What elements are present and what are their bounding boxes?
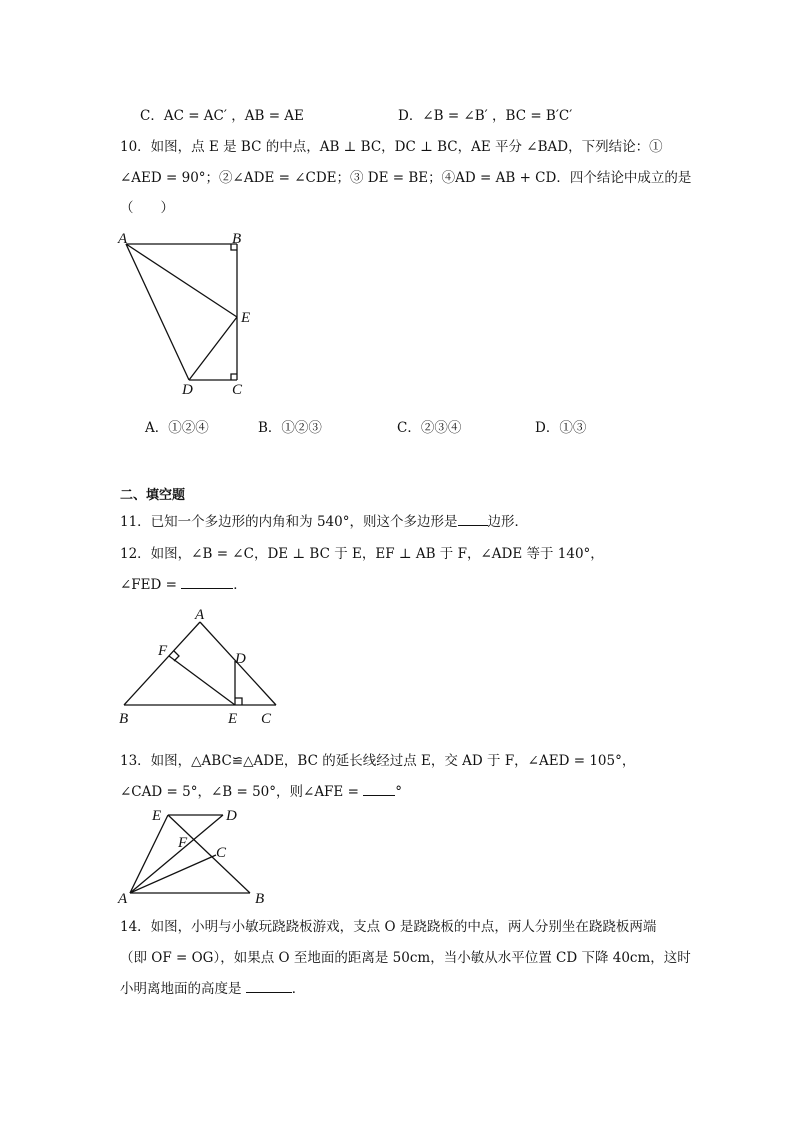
q10-option-a: A．①②④ xyxy=(145,420,209,436)
label-c: C xyxy=(216,845,227,861)
q10-option-d: D．①③ xyxy=(535,420,587,436)
q12-figure xyxy=(110,605,290,730)
q13-answer-blank xyxy=(363,783,395,796)
q11-stem xyxy=(120,510,528,530)
q10-option-c: C．②③④ xyxy=(397,420,462,436)
segment-de xyxy=(189,317,237,380)
q10-answer-paren: （ ） xyxy=(120,200,174,216)
label-d: D xyxy=(226,808,237,824)
label-a: A xyxy=(118,231,128,247)
q11-answer-blank xyxy=(458,513,488,526)
q13-text-before: ∠CAD = 5°，∠B = 50°，则∠AFE = xyxy=(120,784,359,800)
q12-stem-line1: 12．如图，∠B = ∠C，DE ⊥ BC 于 E，EF ⊥ AB 于 F，∠ADE 等于 140°， xyxy=(120,546,604,562)
q14-stem-line1: 14．如图，小明与小敏玩跷跷板游戏，支点 O 是跷跷板的中点，两人分别坐在跷跷板两端 xyxy=(120,919,657,935)
right-angle-mark-e xyxy=(235,698,242,705)
q14-answer-blank xyxy=(246,980,292,993)
q13-text-after: ° xyxy=(395,784,402,800)
label-e: E xyxy=(152,808,162,824)
q14-stem-line3 xyxy=(120,977,305,997)
q9-option-c: C．AC = AC′ ，AB = AE xyxy=(140,108,304,124)
q12-answer-blank xyxy=(181,576,233,589)
q9-option-d: D．∠B = ∠B′ ，BC = B′C′ xyxy=(398,108,573,124)
label-d: D xyxy=(235,651,246,667)
q14-text-after: ． xyxy=(291,981,306,997)
label-c: C xyxy=(261,711,272,727)
label-f: F xyxy=(158,643,168,659)
q10-stem-line2: ∠AED = 90°；②∠ADE = ∠CDE；③ DE = BE；④AD = AB + CD．四个结论中成立的是 xyxy=(120,170,692,186)
label-b: B xyxy=(255,891,265,907)
right-angle-mark-c xyxy=(231,374,237,380)
label-a: A xyxy=(195,607,205,623)
q12-text-before: ∠FED = xyxy=(120,577,177,593)
q13-figure xyxy=(112,800,277,908)
q10-stem-line1: 10．如图，点 E 是 BC 的中点，AB ⊥ BC，DC ⊥ BC，AE 平分 ∠BAD，下列结论：① xyxy=(120,139,663,155)
q14-text-before: 小明离地面的高度是 xyxy=(120,981,242,997)
label-e: E xyxy=(241,310,251,326)
q11-text-after: 边形． xyxy=(487,514,528,530)
q12-stem-line2 xyxy=(120,573,247,593)
segment-ef xyxy=(169,656,235,705)
right-angle-mark-f xyxy=(174,651,179,661)
q13-stem-line2 xyxy=(120,780,402,800)
q10-option-b: B．①②③ xyxy=(258,420,322,436)
label-b: B xyxy=(232,231,242,247)
label-d: D xyxy=(182,382,193,398)
segment-ab xyxy=(124,622,200,705)
label-a: A xyxy=(118,891,128,907)
q13-stem-line1: 13．如图，△ABC≌△ADE，BC 的延长线经过点 E，交 AD 于 F，∠AED = 105°， xyxy=(120,753,636,769)
segment-ae xyxy=(130,815,168,893)
label-b: B xyxy=(119,711,129,727)
segment-ac xyxy=(130,855,216,893)
q10-figure xyxy=(110,225,270,400)
section-title: 二、填空题 xyxy=(120,488,186,503)
q11-text-before: 11．已知一个多边形的内角和为 540°，则这个多边形是 xyxy=(120,514,458,530)
label-f: F xyxy=(178,835,188,851)
q12-text-after: ． xyxy=(233,577,247,593)
q14-stem-line2: （即 OF = OG），如果点 O 至地面的距离是 50cm，当小敏从水平位置 CD 下降 40cm，这时 xyxy=(120,950,691,966)
label-e: E xyxy=(228,711,238,727)
label-c: C xyxy=(232,382,243,398)
